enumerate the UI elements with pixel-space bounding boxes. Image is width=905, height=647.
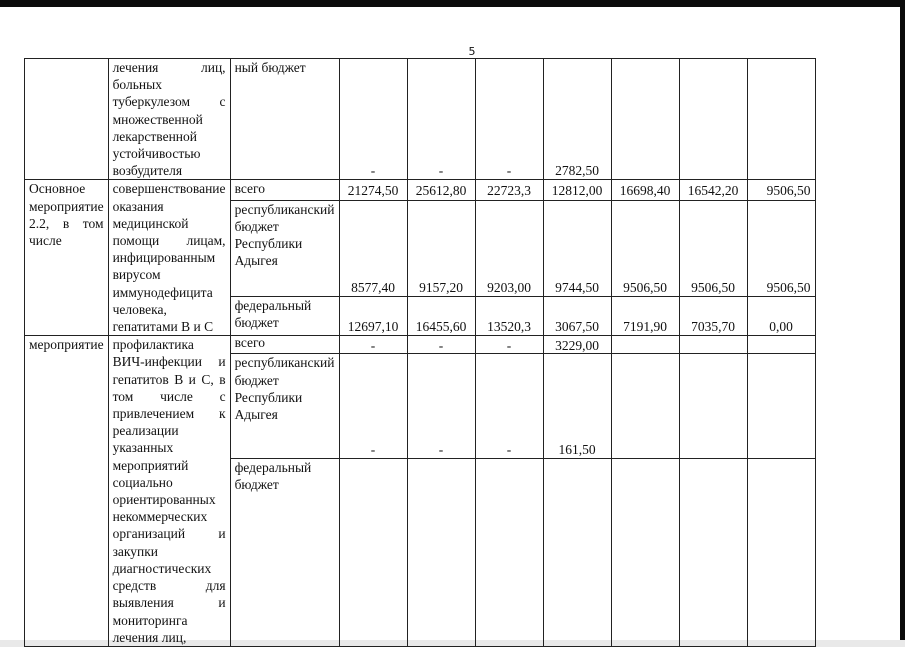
value-cell — [679, 459, 747, 647]
value-cell: - — [339, 59, 407, 180]
description-cell: профилактика ВИЧ-инфекции и гепатитов В и С, в том числе с привлечением к реализации указанных мероприятий социально ориентированных некоммерческих организаций и закупки диагностических средств для выявления и мониторинга лечения лиц, — [108, 336, 230, 647]
value-cell — [611, 354, 679, 459]
value-cell — [543, 459, 611, 647]
value-cell: - — [407, 354, 475, 459]
event-cell: мероприятие — [25, 336, 109, 647]
value-cell: 7191,90 — [611, 297, 679, 336]
description-cell: совершенствование оказания медицинской помощи лицам, инфицированным вирусом иммунодефицита человека, гепатитами В и С — [108, 180, 230, 336]
value-cell: - — [339, 354, 407, 459]
value-cell: 22723,3 — [475, 180, 543, 200]
value-cell: 8577,40 — [339, 200, 407, 296]
value-cell: 9506,50 — [611, 200, 679, 296]
value-cell: 16542,20 — [679, 180, 747, 200]
value-cell: 9744,50 — [543, 200, 611, 296]
table-row — [25, 180, 816, 200]
value-cell: 9506,50 — [747, 200, 815, 296]
value-cell: 3229,00 — [543, 336, 611, 354]
value-cell: - — [475, 336, 543, 354]
value-cell — [747, 459, 815, 647]
funding-source-cell: ный бюджет — [230, 59, 339, 180]
scan-border-top — [0, 0, 905, 7]
value-cell: - — [339, 336, 407, 354]
value-cell: - — [407, 336, 475, 354]
budget-table — [24, 58, 816, 647]
value-cell — [679, 59, 747, 180]
value-cell: 21274,50 — [339, 180, 407, 200]
value-cell — [339, 459, 407, 647]
value-cell — [611, 459, 679, 647]
value-cell — [679, 354, 747, 459]
event-cell — [25, 59, 109, 180]
value-cell: - — [475, 354, 543, 459]
value-cell — [611, 59, 679, 180]
event-cell: Основное мероприятие 2.2, в том числе — [25, 180, 109, 336]
value-cell: - — [475, 59, 543, 180]
value-cell: 161,50 — [543, 354, 611, 459]
value-cell: 0,00 — [747, 297, 815, 336]
value-cell: 9506,50 — [747, 180, 815, 200]
value-cell — [407, 459, 475, 647]
table-row — [25, 59, 816, 180]
value-cell: 12697,10 — [339, 297, 407, 336]
value-cell — [679, 336, 747, 354]
value-cell: 12812,00 — [543, 180, 611, 200]
value-cell: 16455,60 — [407, 297, 475, 336]
scan-border-right — [900, 0, 905, 640]
value-cell — [475, 459, 543, 647]
value-cell — [747, 336, 815, 354]
funding-source-cell: республиканский бюджет Республики Адыгея — [230, 200, 339, 296]
funding-source-cell: федеральный бюджет — [230, 297, 339, 336]
value-cell — [747, 354, 815, 459]
value-cell: 9506,50 — [679, 200, 747, 296]
value-cell — [747, 59, 815, 180]
page-number: 5 — [468, 45, 476, 58]
funding-source-cell: федеральный бюджет — [230, 459, 339, 647]
value-cell: 25612,80 — [407, 180, 475, 200]
funding-source-cell: всего — [230, 336, 339, 354]
value-cell: 16698,40 — [611, 180, 679, 200]
value-cell: 13520,3 — [475, 297, 543, 336]
funding-source-cell: всего — [230, 180, 339, 200]
value-cell: 2782,50 — [543, 59, 611, 180]
value-cell — [611, 336, 679, 354]
value-cell: 9157,20 — [407, 200, 475, 296]
description-cell: лечения лиц, больных туберкулезом с множественной лекарственной устойчивостью возбудителя — [108, 59, 230, 180]
funding-source-cell: республиканский бюджет Республики Адыгея — [230, 354, 339, 459]
value-cell: 3067,50 — [543, 297, 611, 336]
value-cell: 9203,00 — [475, 200, 543, 296]
table-row — [25, 336, 816, 354]
value-cell: 7035,70 — [679, 297, 747, 336]
value-cell: - — [407, 59, 475, 180]
